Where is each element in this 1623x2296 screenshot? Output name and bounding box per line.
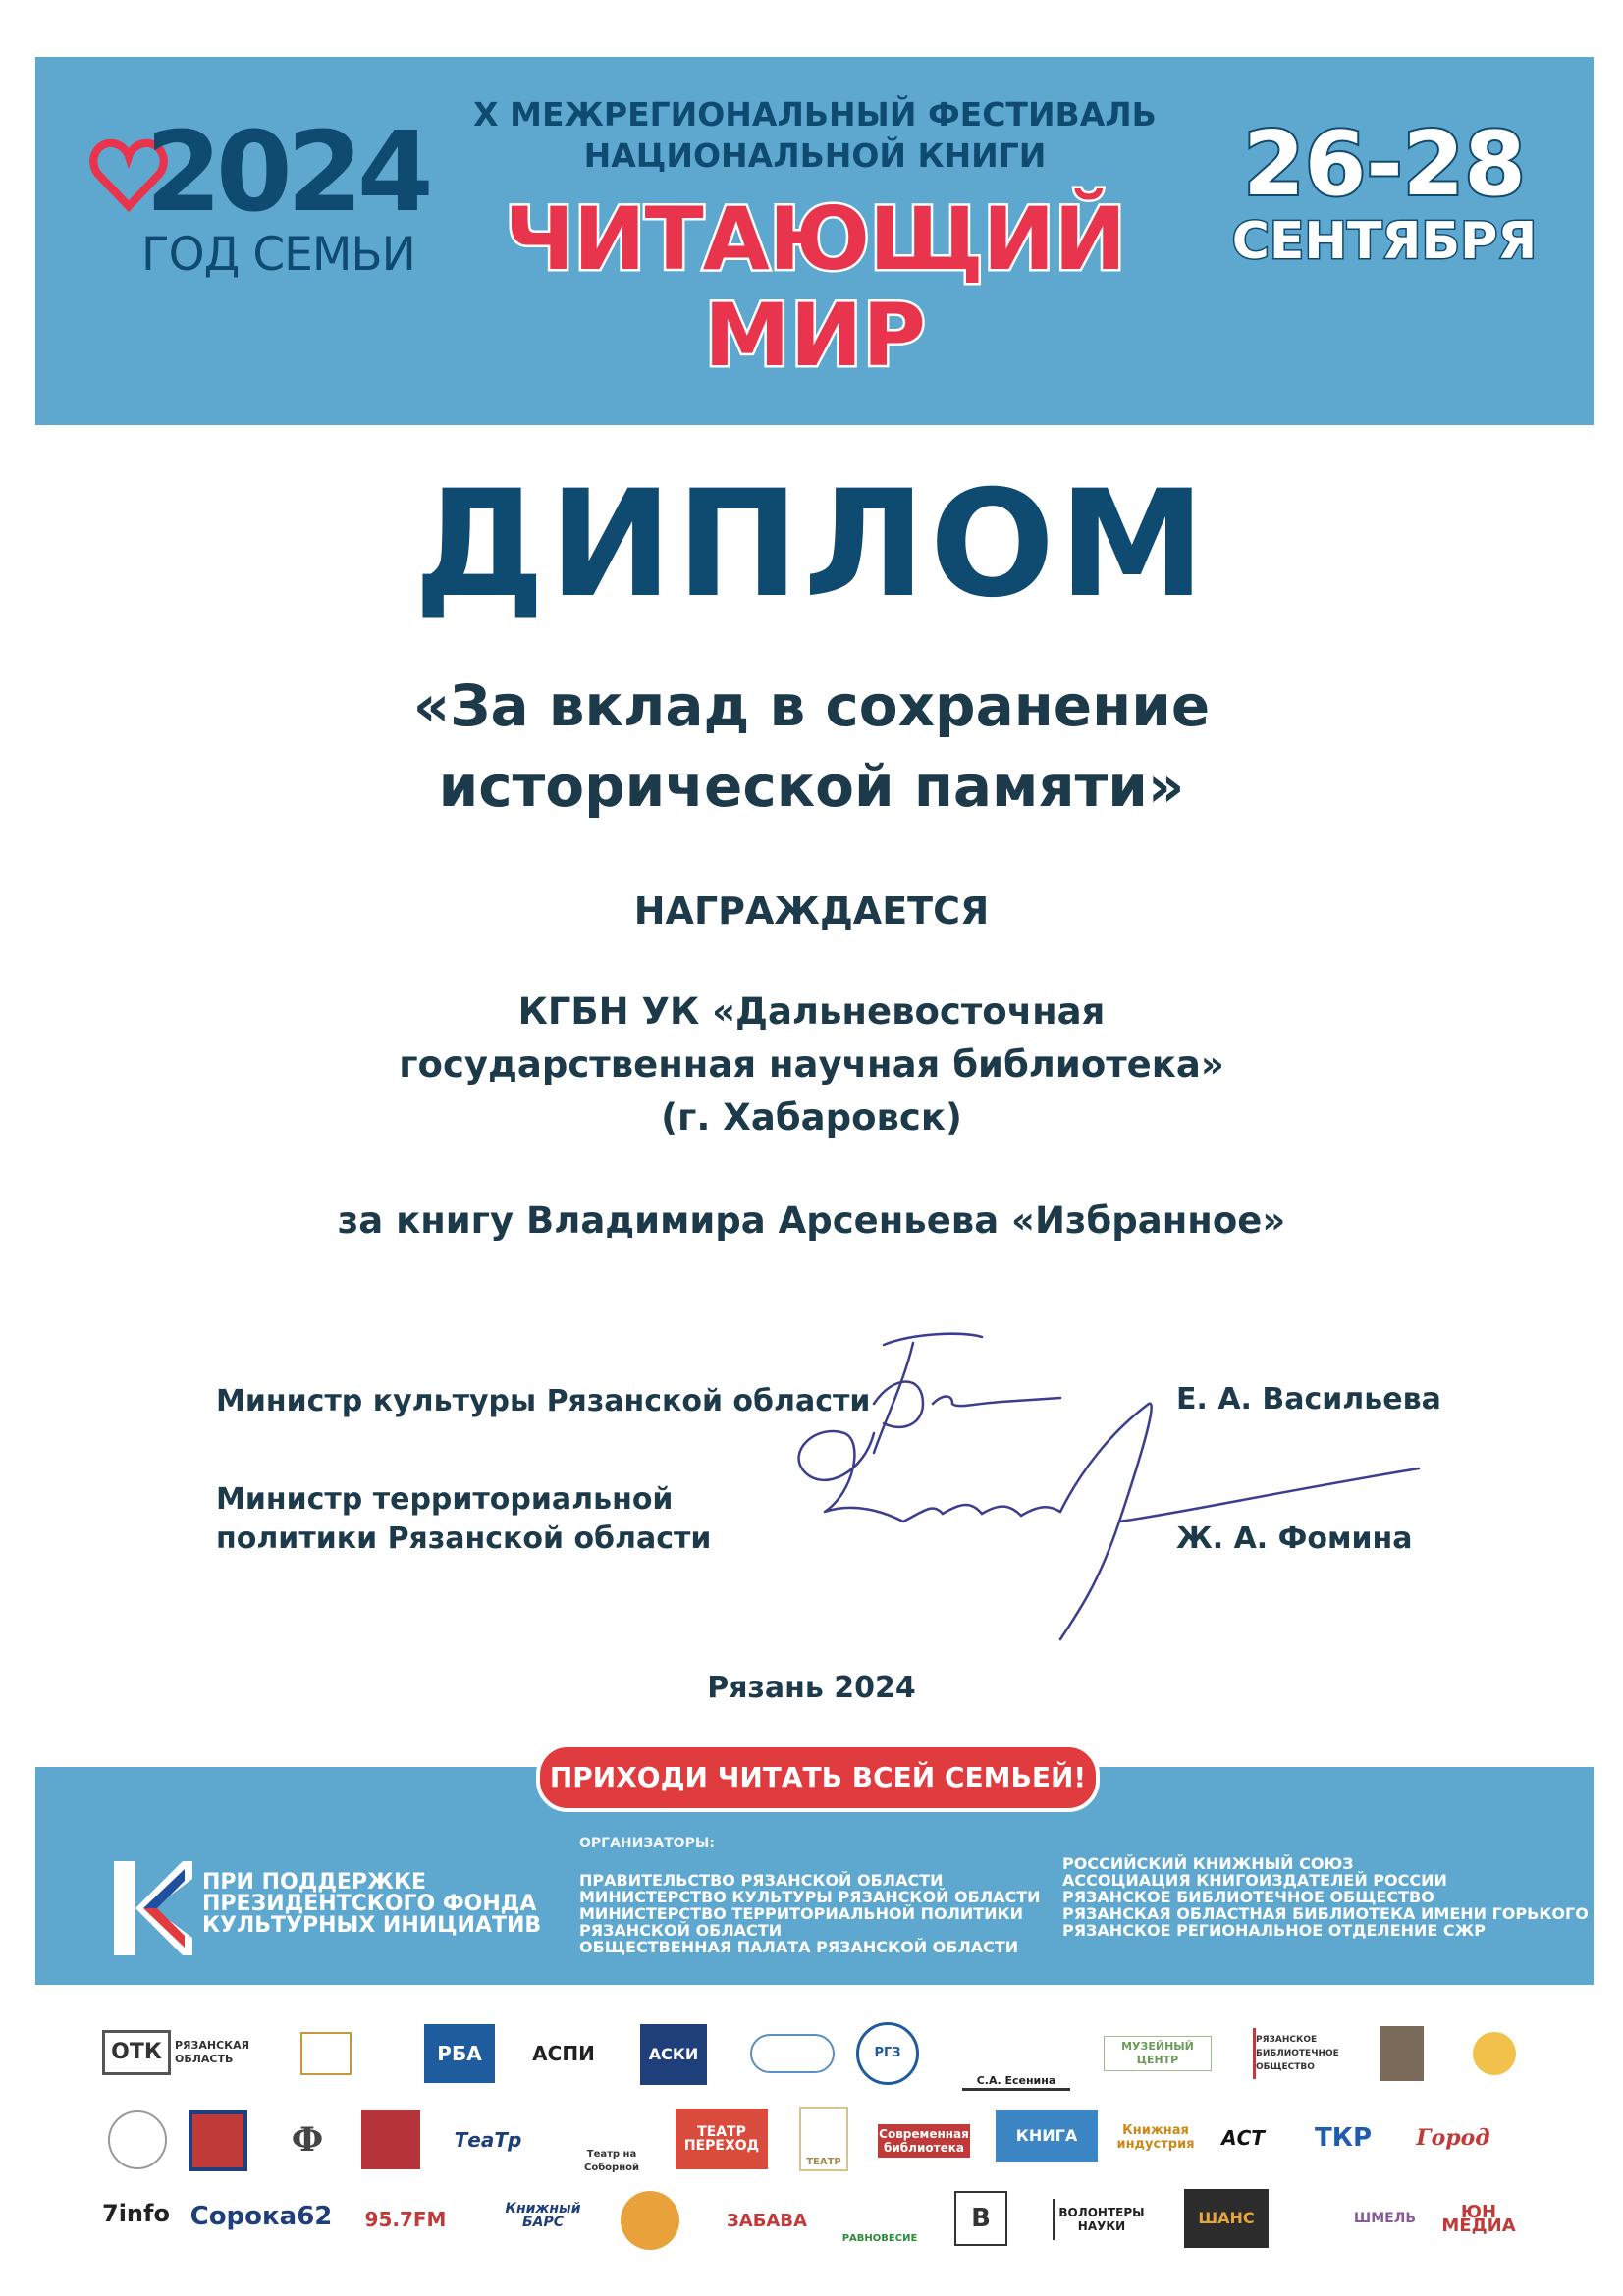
- fund-support-line-2: ПРЕЗИДЕНТСКОГО ФОНДА: [202, 1892, 537, 1916]
- fund-support-line-1: ПРИ ПОДДЕРЖКЕ: [202, 1870, 427, 1895]
- partner-logo: ЮН МЕДИА: [1441, 2202, 1516, 2236]
- partner-logo: ТЕАТР ПЕРЕХОД: [676, 2109, 768, 2169]
- nomination-line-2: исторической памяти»: [438, 753, 1185, 820]
- partner-logo: [1380, 2026, 1424, 2081]
- partner-logo: Сорока62: [189, 2202, 333, 2231]
- organizer-item: МИНИСТЕРСТВО КУЛЬТУРЫ РЯЗАНСКОЙ ОБЛАСТИ: [579, 1888, 1041, 1906]
- partner-logo: [189, 2110, 247, 2171]
- partner-logo: Современная библиотека: [878, 2124, 970, 2158]
- awarded-label: НАГРАЖДАЕТСЯ: [633, 889, 990, 933]
- fund-support-text: [202, 1872, 541, 1937]
- partner-logo: КНИГА: [996, 2110, 1098, 2162]
- organizer-item: АССОЦИАЦИЯ КНИГОИЗДАТЕЛЕЙ РОССИИ: [1062, 1871, 1447, 1890]
- festival-title-line-1: ЧИТАЮЩИЙ: [504, 188, 1126, 290]
- awardee: [0, 986, 1623, 1145]
- partner-logo: [750, 2034, 835, 2073]
- organizer-item: ПРАВИТЕЛЬСТВО РЯЗАНСКОЙ ОБЛАСТИ: [579, 1871, 944, 1890]
- festival-month: СЕНТЯБРЯ: [1231, 212, 1538, 271]
- partner-logo: ЗАБАВА: [726, 2211, 808, 2231]
- diploma-heading: ДИПЛОМ: [413, 459, 1210, 630]
- partner-logo: РАВНОВЕСИЕ: [841, 2233, 918, 2244]
- partner-logo: ВОЛОНТЕРЫ НАУКИ: [1053, 2199, 1149, 2240]
- organizers-title: ОРГАНИЗАТОРЫ:: [579, 1836, 715, 1851]
- partner-logo: ШМЕЛЬ: [1353, 2211, 1416, 2226]
- partner-logo: РЯЗАНСКОЕ БИБЛИОТЕЧНОЕ ОБЩЕСТВО: [1253, 2028, 1341, 2079]
- partner-logo: ТКР: [1314, 2123, 1373, 2153]
- partner-logo: [300, 2032, 352, 2075]
- festival-line-2: НАЦИОНАЛЬНОЙ КНИГИ: [583, 136, 1047, 175]
- partner-logo: Театр на Соборной: [583, 2149, 639, 2173]
- partner-logo: ОТК: [102, 2030, 171, 2075]
- awardee-line-2: государственная научная библиотека»: [399, 1043, 1224, 1086]
- festival-title-line-2: МИР: [704, 285, 926, 386]
- presidential-fund-logo-icon: [114, 1861, 192, 1955]
- festival-dates: 26-28: [1243, 113, 1526, 216]
- organizer-item: РЯЗАНСКОЙ ОБЛАСТИ: [579, 1921, 783, 1940]
- signatory-2-position-line-1: Министр территориальной: [216, 1482, 674, 1517]
- partner-logo: В: [954, 2191, 1007, 2246]
- partner-logo: С.А. Есенина: [962, 2020, 1070, 2091]
- organizers-left: [579, 1872, 1041, 1955]
- awardee-line-3: (г. Хабаровск): [661, 1096, 962, 1139]
- partner-logo: Ф: [291, 2120, 324, 2160]
- year-number: 2024: [145, 109, 428, 237]
- signatory-2-position-line-2: политики Рязанской области: [216, 1522, 712, 1556]
- partner-logo: 95.7FM: [364, 2208, 447, 2231]
- signatory-1-name: Е. А. Васильева: [1176, 1382, 1441, 1416]
- nomination-line-1: «За вклад в сохранение: [412, 672, 1211, 739]
- partner-logo: [108, 2110, 167, 2169]
- partner-logo: АСПИ: [532, 2042, 595, 2065]
- partner-logo: Книжная индустрия: [1116, 2123, 1195, 2152]
- partner-logo: АСКИ: [640, 2024, 707, 2085]
- organizer-item: РЯЗАНСКОЕ РЕГИОНАЛЬНОЕ ОТДЕЛЕНИЕ СЖР: [1062, 1921, 1486, 1940]
- organizer-item: МИНИСТЕРСТВО ТЕРРИТОРИАЛЬНОЙ ПОЛИТИКИ: [579, 1904, 1024, 1923]
- partner-logo: Город: [1416, 2125, 1490, 2151]
- year-subtitle: ГОД СЕМЬИ: [141, 228, 415, 282]
- signatory-1-position: Министр культуры Рязанской области: [216, 1384, 871, 1418]
- partner-logo: [621, 2191, 679, 2250]
- partner-logo: АСТ: [1221, 2126, 1265, 2150]
- awardee-line-1: КГБН УК «Дальневосточная: [517, 990, 1106, 1033]
- partner-logo: [361, 2110, 420, 2169]
- fund-support-line-3: КУЛЬТУРНЫХ ИНИЦИАТИВ: [202, 1913, 542, 1938]
- organizer-item: РЯЗАНСКОЕ БИБЛИОТЕЧНОЕ ОБЩЕСТВО: [1062, 1888, 1434, 1906]
- signatory-2-position: [216, 1480, 711, 1559]
- partner-logo: РБА: [424, 2024, 495, 2083]
- city-year: Рязань 2024: [707, 1671, 916, 1705]
- partner-logo: [1473, 2032, 1516, 2075]
- organizers-right: [1062, 1855, 1589, 1939]
- nomination: [0, 666, 1623, 827]
- award-reason: за книгу Владимира Арсеньева «Избранное»: [337, 1200, 1286, 1242]
- festival-line-1: X МЕЖРЕГИОНАЛЬНЫЙ ФЕСТИВАЛЬ: [473, 95, 1157, 133]
- partner-logo: ТеаТр: [454, 2128, 522, 2152]
- partner-logo: РГЗ: [856, 2022, 919, 2085]
- partner-logo: РЯЗАНСКАЯ ОБЛАСТЬ: [175, 2039, 250, 2065]
- partner-logo: ТЕАТР: [799, 2107, 848, 2171]
- signatory-2-name: Ж. А. Фомина: [1176, 1522, 1413, 1556]
- slogan-badge: ПРИХОДИ ЧИТАТЬ ВСЕЙ СЕМЬЕЙ!: [536, 1743, 1100, 1812]
- organizer-item: ОБЩЕСТВЕННАЯ ПАЛАТА РЯЗАНСКОЙ ОБЛАСТИ: [579, 1938, 1019, 1956]
- partner-logo: Книжный БАРС: [505, 2201, 581, 2230]
- partner-logo: МУЗЕЙНЫЙ ЦЕНТР: [1104, 2036, 1212, 2071]
- partner-logo: 7info: [102, 2200, 170, 2227]
- organizer-item: РЯЗАНСКАЯ ОБЛАСТНАЯ БИБЛИОТЕКА ИМЕНИ ГОРЬКОГО: [1062, 1904, 1589, 1923]
- organizer-item: РОССИЙСКИЙ КНИЖНЫЙ СОЮЗ: [1062, 1854, 1354, 1873]
- partner-logo: ШАНС: [1184, 2189, 1269, 2248]
- handwritten-signatures: [766, 1325, 1434, 1679]
- year-of-family-logo: [86, 109, 428, 285]
